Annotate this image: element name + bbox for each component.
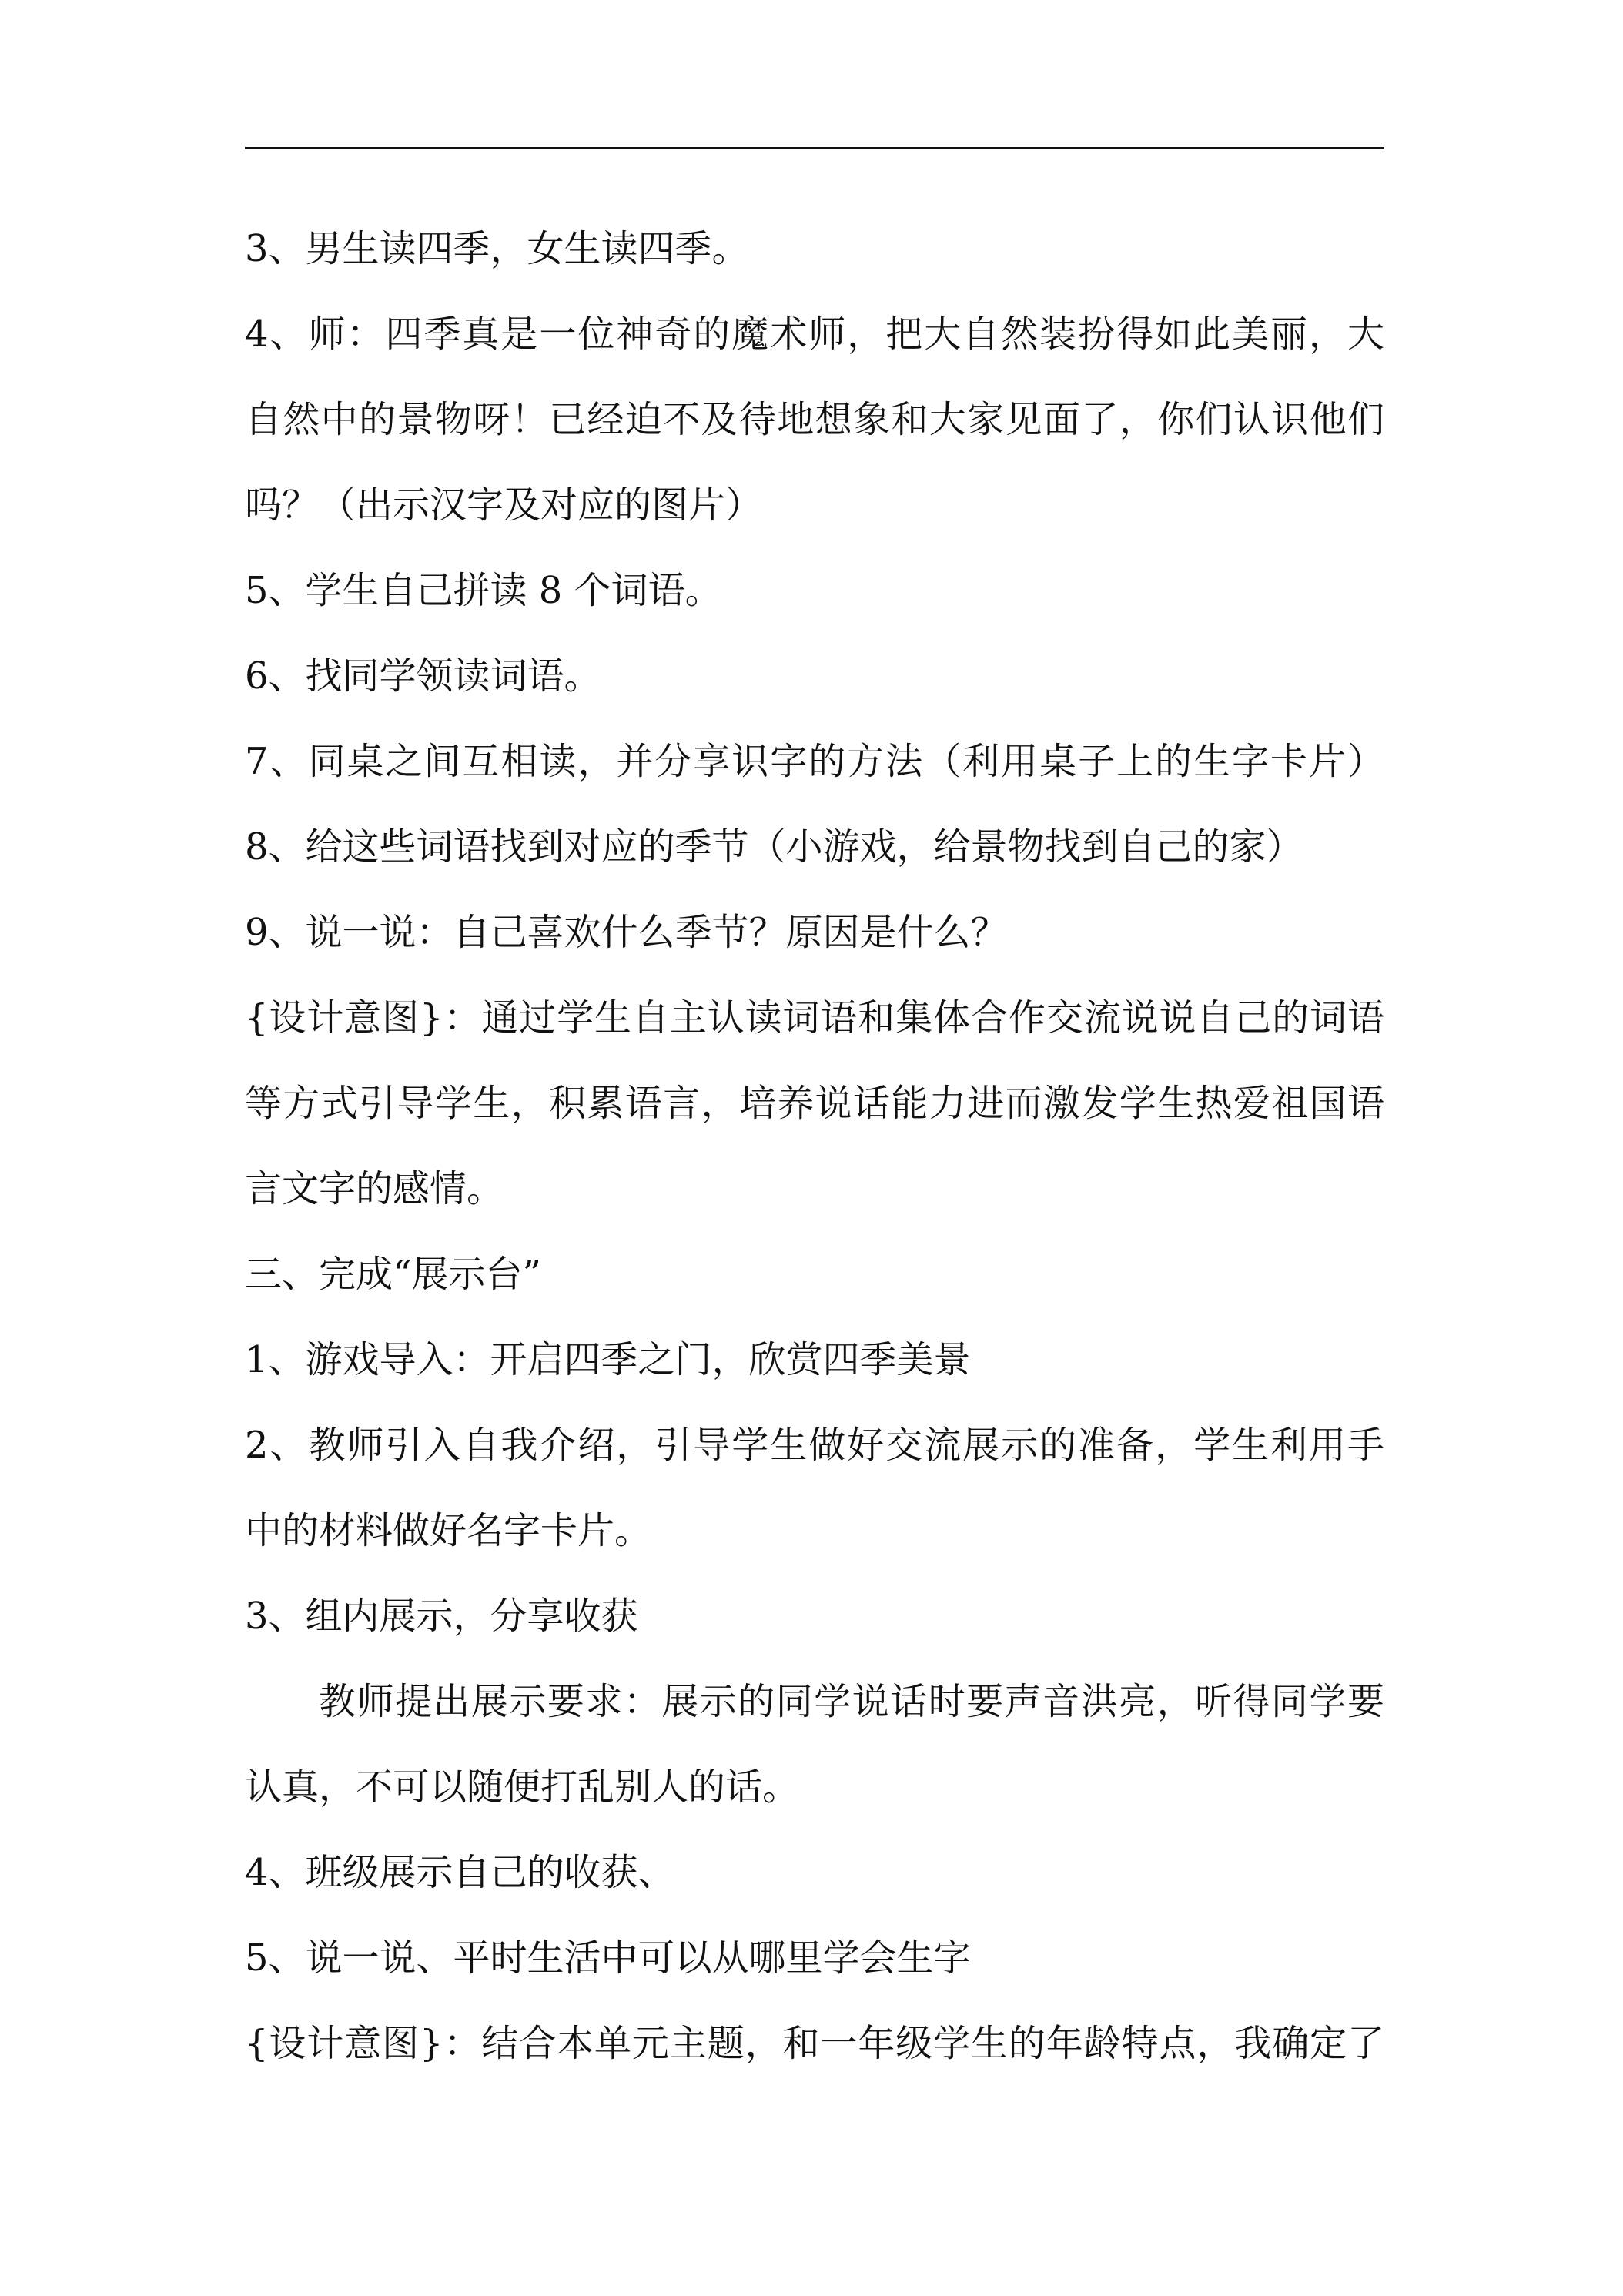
header-rule	[245, 147, 1384, 149]
text-line: 2、教师引入自我介绍，引导学生做好交流展示的准备，学生利用手	[245, 1424, 1384, 1467]
text-line: 7、同桌之间互相读，并分享识字的方法（利用桌子上的生字卡片）	[245, 740, 1384, 783]
text-line: 5、说一说、平时生活中可以从哪里学会生字	[245, 1936, 971, 1980]
text-line: 中的材料做好名字卡片。	[245, 1509, 652, 1552]
text-line: 4、师：四季真是一位神奇的魔术师，把大自然装扮得如此美丽，大	[245, 313, 1384, 356]
text-line: 3、组内展示，分享收获	[245, 1595, 638, 1638]
text-line: 3、男生读四季，女生读四季。	[245, 227, 749, 270]
section-heading: 三、完成“展示台”	[245, 1253, 542, 1296]
document-body	[245, 206, 1384, 2087]
text-line: {设计意图}：结合本单元主题，和一年级学生的年龄特点，我确定了	[245, 2022, 1384, 2065]
text-line: 认真，不可以随便打乱别人的话。	[245, 1766, 800, 1809]
text-line: 言文字的感情。	[245, 1167, 504, 1210]
text-line: 吗？（出示汉字及对应的图片）	[245, 484, 763, 527]
text-line: 5、学生自己拼读 8 个词语。	[245, 569, 722, 612]
text-line: 6、找同学领读词语。	[245, 654, 601, 698]
text-line: 1、游戏导入：开启四季之门，欣赏四季美景	[245, 1338, 971, 1381]
text-line: 教师提出展示要求：展示的同学说话时要声音洪亮，听得同学要	[319, 1680, 1384, 1723]
text-line: 4、班级展示自己的收获、	[245, 1851, 675, 1894]
text-line: 9、说一说：自己喜欢什么季节？原因是什么？	[245, 911, 1008, 954]
text-line: {设计意图}：通过学生自主认读词语和集体合作交流说说自己的词语	[245, 996, 1384, 1039]
text-line: 等方式引导学生，积累语言，培养说话能力进而激发学生热爱祖国语	[245, 1082, 1384, 1125]
text-line: 自然中的景物呀！已经迫不及待地想象和大家见面了，你们认识他们	[245, 398, 1384, 441]
text-line: 8、给这些词语找到对应的季节（小游戏，给景物找到自己的家）	[245, 825, 1303, 869]
